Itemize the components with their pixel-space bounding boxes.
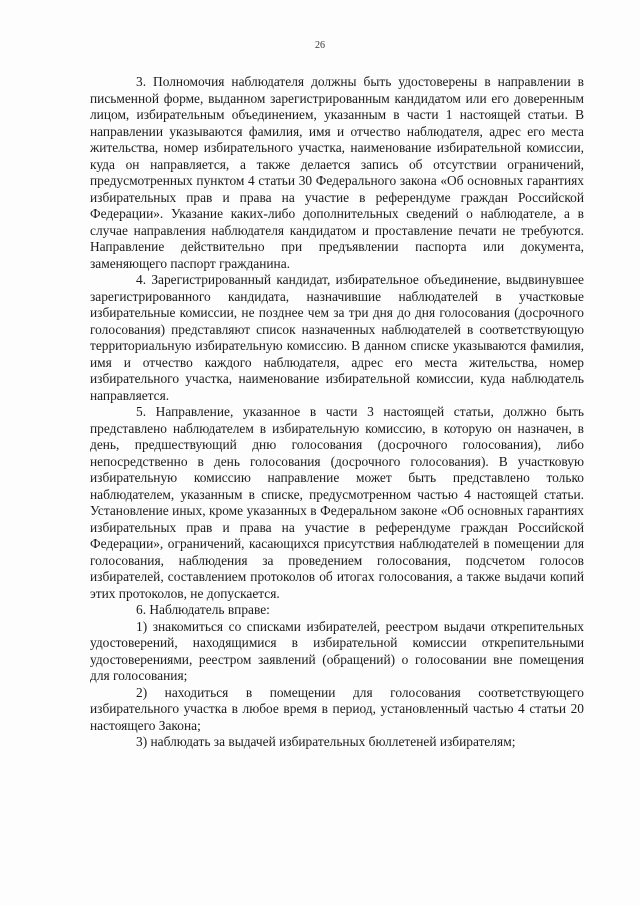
list-item-right-3: 3) наблюдать за выдачей избирательных бюллетеней избирателям; [136,734,516,749]
paragraph-5-direction-submission: 5. Направление, указанное в части 3 настоящей статьи, должно быть представлено наблюдателем в избирательную комиссию, в которую он назначен, в день, предшествующий дню голосования (досрочного голосования), либо непосредственно в день голосования (досрочного голосования). В участковую избирательную комиссию направление может быть представлено только наблюдателем, указанным в списке, предусмотренном частью 4 настоящей статьи. Установление иных, кроме указанных в Федеральном законе «Об основных гарантиях избирательных прав и права на участие в референдуме граждан Российской Федерации», ограничений, касающихся присутствия наблюдателей в помещении для голосования, наблюдения за проведением голосования, подсчетом голосов избирателей, составлением протоколов об итогах голосования, а также выдачи копий этих протоколов, не допускается. [90,404,584,601]
list-item-right-1: 1) знакомиться со списками избирателей, реестром выдачи открепительных удостоверений, находящимися в избирательной комиссии открепительными удостоверениями, реестром заявлений (обращений) о голосовании вне помещения для голосования; [90,618,584,683]
paragraph-3-observer-credentials: 3. Полномочия наблюдателя должны быть удостоверены в направлении в письменной форме, выданном зарегистрированным кандидатом или его доверенным лицом, избирательным объединением, указанным в части 1 настоящей статьи. В направлении указываются фамилия, имя и отчество наблюдателя, адрес его места жительства, номер избирательного участка, наименование избирательной комиссии, куда он направляется, а также делается запись об отсутствии ограничений, предусмотренных пунктом 4 статьи 30 Федерального закона «Об основных гарантиях избирательных прав и права на участие в референдуме граждан Российской Федерации». Указание каких-либо дополнительных сведений о наблюдателе, а в случае направления наблюдателя кандидатом и проставление печати не требуются. Направление действительно при предъявлении паспорта или документа, заменяющего паспорт гражданина. [90,74,584,271]
document-body [90,74,584,751]
list-item-right-2: 2) находиться в помещении для голосования соответствующего избирательного участка в любое время в период, установленный частью 4 статьи 20 настоящего Закона; [90,684,584,733]
paragraph-6-observer-rights: 6. Наблюдатель вправе: [136,602,270,617]
paragraph-4-observer-list: 4. Зарегистрированный кандидат, избирательное объединение, выдвинувшее зарегистрированного кандидата, назначившие наблюдателей в участковые избирательные комиссии, не позднее чем за три дня до дня голосования (досрочного голосования) представляют список назначенных наблюдателей в соответствующую территориальную избирательную комиссию. В данном списке указываются фамилия, имя и отчество каждого наблюдателя, адрес его места жительства, номер избирательного участка, наименование избирательной комиссии, куда наблюдатель направляется. [90,272,584,403]
page-number: 26 [315,40,325,51]
